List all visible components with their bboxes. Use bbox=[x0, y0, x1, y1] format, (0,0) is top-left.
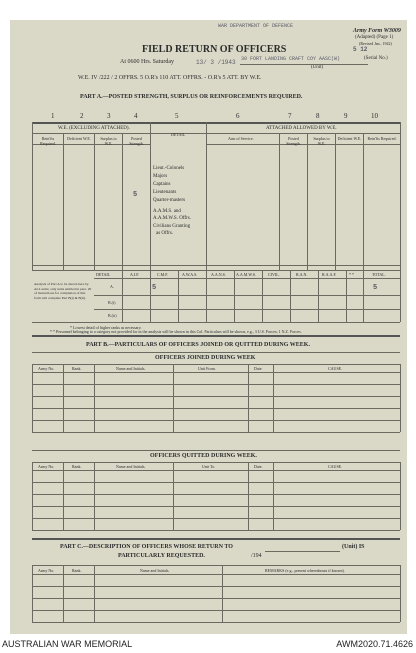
joined-col-date: Date. bbox=[254, 366, 263, 371]
quitted-col-date: Date. bbox=[254, 464, 263, 469]
quitted-col-rank: Rank. bbox=[72, 464, 82, 469]
detail-col-ran: R.A.N. bbox=[296, 272, 308, 277]
we-excluding-attached-header: W.E. (EXCLUDING ATTACHED). bbox=[58, 126, 130, 131]
aif-value: 5 bbox=[152, 284, 157, 292]
joined-title: OFFICERS JOINED DURING WEEK bbox=[155, 355, 256, 361]
revised-label: (Revised Jan., 1942) bbox=[359, 41, 392, 46]
part-c-col-name: Name and Initials. bbox=[140, 568, 170, 573]
part-c-title: PART C.—DESCRIPTION OF OFFICERS WHOSE RETURN TO bbox=[60, 544, 233, 550]
form-title: FIELD RETURN OF OFFICERS bbox=[142, 44, 287, 55]
col-attached-posted-strength: Posted Strength. bbox=[286, 136, 301, 146]
col-num-10: 10 bbox=[371, 112, 378, 120]
rank-majors: Majors bbox=[153, 174, 168, 179]
part-c-col-remarks: REMARKS (e.g., present whereabouts if known). bbox=[265, 568, 345, 573]
col-num-7: 7 bbox=[288, 112, 292, 120]
detail-col-aif: A.I.F. bbox=[130, 272, 140, 277]
detail-col-cmf: C.M.F. bbox=[157, 272, 169, 277]
quitted-col-unit-to: Unit To. bbox=[202, 464, 216, 469]
detail-col-aamws: A.A.M.W.S. bbox=[236, 272, 256, 277]
rank-civilians-offrs: as Offrs. bbox=[156, 231, 174, 236]
joined-col-name: Name and Initials. bbox=[116, 366, 146, 371]
col-attached-deficient: Deficient W.E. bbox=[337, 136, 362, 141]
detail-col-aans: A.A.N.S. bbox=[211, 272, 226, 277]
time-day-prefix: At 0600 Hrs. Saturday bbox=[120, 59, 174, 65]
detail-label: DETAIL bbox=[171, 132, 186, 137]
detail-col-awas: A.W.A.S. bbox=[182, 272, 198, 277]
detail-col-detail: DETAIL bbox=[96, 272, 111, 277]
department-stamp: WAR DEPARTMENT OF DEFENCE bbox=[218, 23, 294, 29]
footer-accession-number: AWM2020.71.4626 bbox=[336, 639, 413, 649]
col-reinforcements-required: Rein'fts Required. bbox=[40, 136, 56, 146]
rank-civilians: Civilians Granting bbox=[153, 224, 191, 229]
col-deficient-we: Deficient W.E. bbox=[67, 136, 91, 141]
analysis-note: Analysis of Part A to be shown here by ALL units; only units entitled in para. 20 of instructions for completion of this form will complete Part B(i) & B(ii). bbox=[34, 282, 92, 300]
col-posted-strength: Posted Strength. bbox=[129, 136, 144, 146]
total-value: 5 bbox=[373, 284, 378, 292]
col-surplus-to-we: Surplus to W.E. bbox=[100, 136, 117, 146]
col-num-9: 9 bbox=[344, 112, 348, 120]
return-date: 13/ 3 /1943 bbox=[196, 59, 236, 66]
quitted-title: OFFICERS QUITTED DURING WEEK. bbox=[150, 453, 257, 459]
detail-col-other: * * bbox=[349, 272, 354, 277]
part-c-requested: PARTICULARLY REQUESTED. bbox=[118, 553, 205, 559]
rank-lieutenants: Lieutenants bbox=[153, 190, 177, 195]
arm-of-service-label: Arm of Service. bbox=[228, 136, 254, 141]
part-c-date: /194 bbox=[251, 553, 262, 559]
col-num-2: 2 bbox=[80, 112, 84, 120]
col-num-6: 6 bbox=[236, 112, 240, 120]
unit-name: 30 FORT LANDING CRAFT COY AASC(W) bbox=[241, 56, 341, 62]
col-num-4: 4 bbox=[134, 112, 138, 120]
col-num-5: 5 bbox=[175, 112, 179, 120]
posted-strength-value: 5 bbox=[133, 191, 138, 199]
adapted-label: (Adapted) (Page 1) bbox=[355, 35, 394, 40]
serial-number-label: (Serial No.) bbox=[364, 56, 388, 61]
quitted-col-cause: CAUSE. bbox=[328, 464, 343, 469]
footnote-lowest-detail: * Lowest detail of higher ranks as necessary. bbox=[70, 325, 142, 330]
part-c-unit-label: (Unit) IS bbox=[342, 544, 365, 550]
part-a-title: PART A.—POSTED STRENGTH, SURPLUS OR REINFORCEMENTS REQUIRED. bbox=[80, 94, 303, 100]
quitted-col-name: Name and Initials. bbox=[116, 464, 146, 469]
joined-col-cause: CAUSE. bbox=[328, 366, 343, 371]
rank-lieut-colonels: Lieut.-Colonels bbox=[153, 166, 185, 171]
detail-row-b-i: B.(i) bbox=[108, 300, 116, 305]
col-num-1: 1 bbox=[51, 112, 55, 120]
detail-row-b-ii: B.(ii) bbox=[108, 313, 117, 318]
detail-col-raaf: R.A.A.F. bbox=[322, 272, 337, 277]
joined-col-unit-from: Unit From. bbox=[198, 366, 216, 371]
rank-captains: Captains bbox=[153, 182, 171, 187]
rank-quarter-masters: Quarter-masters bbox=[153, 198, 186, 203]
rank-aamws: A.A.M.W.S. Offrs. bbox=[153, 216, 191, 221]
part-c-col-rank: Rank. bbox=[72, 568, 82, 573]
form-sheet bbox=[10, 20, 407, 634]
quitted-col-army-no: Army No. bbox=[38, 464, 55, 469]
detail-col-civil: CIVIL. bbox=[268, 272, 280, 277]
joined-col-army-no: Army No. bbox=[38, 366, 55, 371]
joined-col-rank: Rank. bbox=[72, 366, 82, 371]
we-strength-line: W.E. IV /222 / 2 OFFRS. 5 O.R's 110 ATT. OFFRS. - O.R's 5 ATT. BY W.E. bbox=[78, 75, 262, 81]
detail-row-a: A. bbox=[110, 284, 114, 289]
part-b-title: PART B.—PARTICULARS OF OFFICERS JOINED OR QUITTED DURING WEEK. bbox=[86, 342, 310, 348]
footer-institution: AUSTRALIAN WAR MEMORIAL bbox=[2, 639, 133, 649]
col-attached-surplus: Surplus to W.E. bbox=[313, 136, 330, 146]
detail-col-total: TOTAL. bbox=[372, 272, 386, 277]
part-c-col-army-no: Army No. bbox=[38, 568, 55, 573]
unit-label: (Unit) bbox=[311, 65, 324, 70]
attached-allowed-header: ATTACHED ALLOWED BY W.E. bbox=[266, 126, 337, 131]
serial-number-value: 5 12 bbox=[353, 46, 368, 53]
rank-aams: A.A.M.S. and bbox=[153, 209, 181, 214]
col-attached-reinforcements: Rein'fts Required. bbox=[367, 136, 397, 141]
col-num-3: 3 bbox=[107, 112, 111, 120]
army-form-number: Army Form W3009 bbox=[353, 28, 401, 34]
footnote-category: * * Personnel belonging to a category not provided for in the analysis will be shown in this Col. Particulars will be shown, e.g., 3 U.S. Forces; 1 N.Z. Forces. bbox=[50, 329, 302, 334]
col-num-8: 8 bbox=[316, 112, 320, 120]
